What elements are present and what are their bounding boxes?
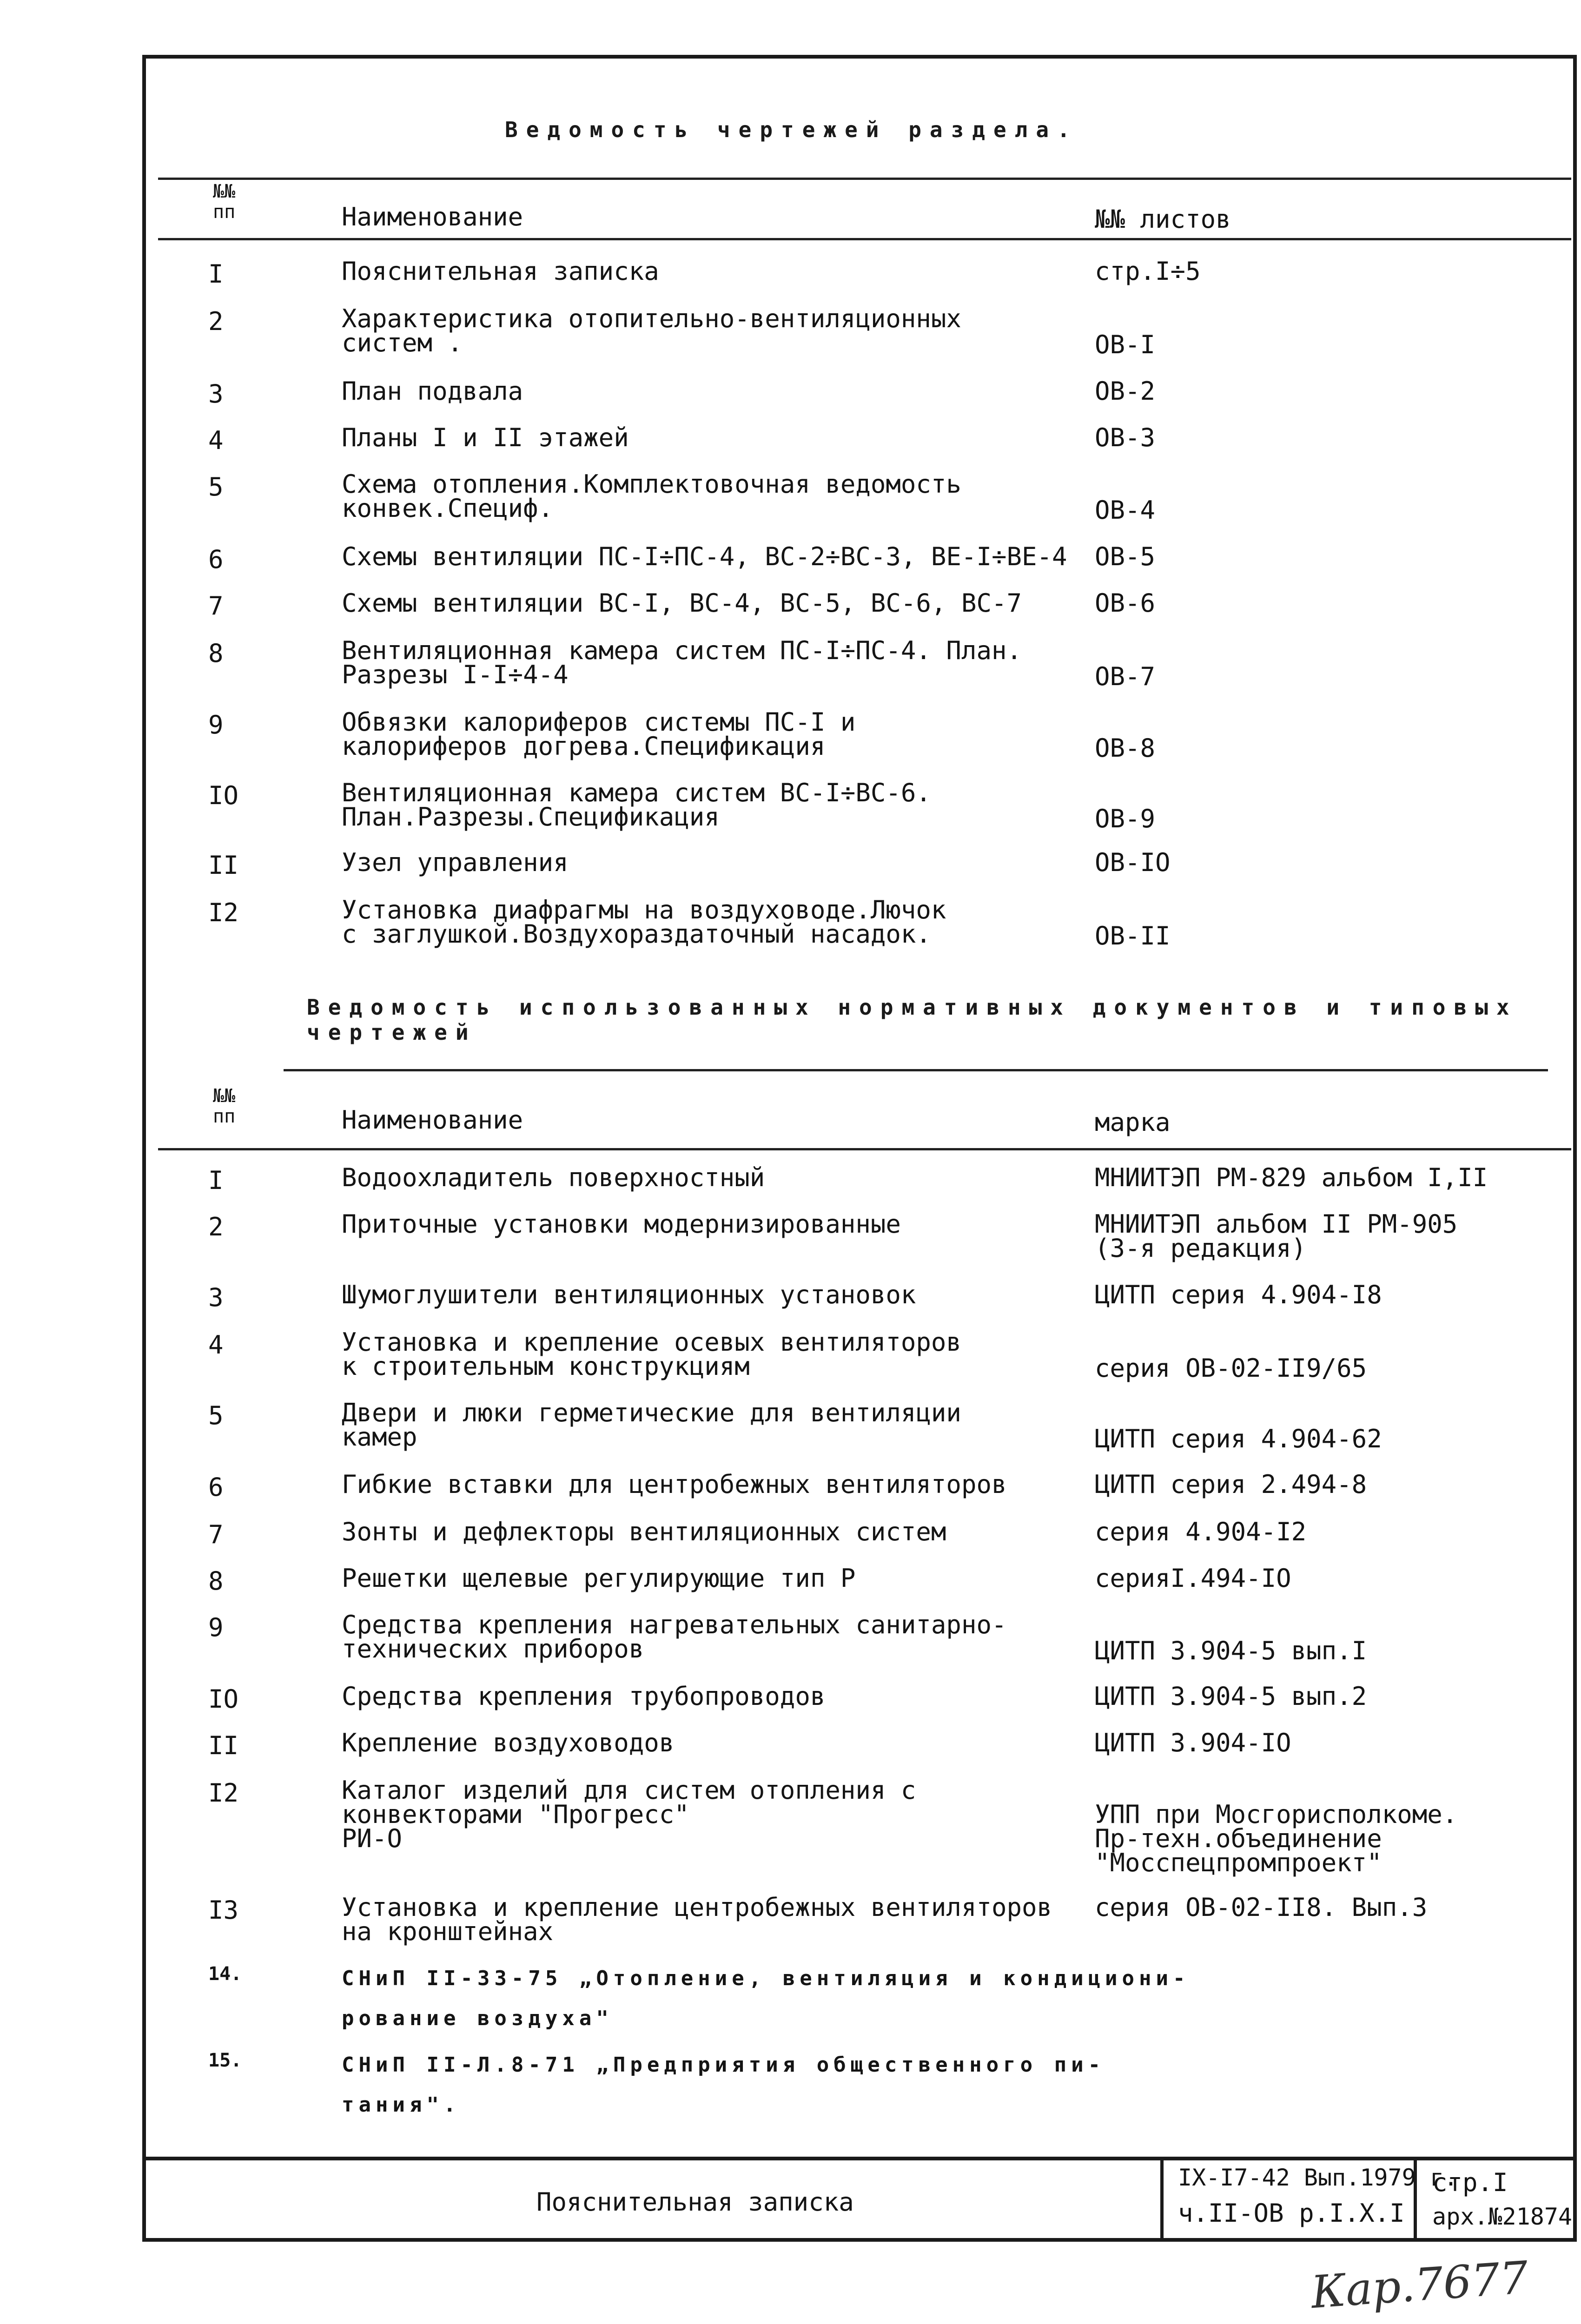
table2-header-name: Наименование bbox=[342, 1105, 523, 1135]
row-code: МНИИТЭП РМ-829 альбом I,II bbox=[1095, 1163, 1488, 1192]
row-name: Вентиляционная камера систем ВС-I÷ВС-6. План.Разрезы.Спецификация bbox=[342, 778, 931, 832]
page-number: стр.I bbox=[1432, 2168, 1508, 2197]
table1-header-num: №№ пп bbox=[213, 181, 236, 223]
row-num: 8 bbox=[208, 1566, 224, 1596]
row-code: ОВ-7 bbox=[1095, 662, 1156, 691]
normative-docs-title: Ведомость использованных нормативных документов и типовых чертежей bbox=[307, 995, 1518, 1045]
row-name: Средства крепления нагревательных санитарно- технических приборов bbox=[342, 1610, 1007, 1664]
row-num: 3 bbox=[208, 1283, 224, 1312]
row-num: 7 bbox=[208, 1520, 224, 1549]
row-code: серия ОВ-02-II9/65 bbox=[1095, 1353, 1367, 1383]
row-code: ОВ-3 bbox=[1095, 423, 1156, 452]
row-num: 15. bbox=[208, 2050, 242, 2071]
row-num: 2 bbox=[208, 307, 224, 336]
row-code: ЦИТП серия 4.904-I8 bbox=[1095, 1280, 1382, 1309]
row-name: Водоохладитель поверхностный bbox=[342, 1163, 765, 1192]
row-num: IO bbox=[208, 1684, 239, 1714]
row-name: Пояснительная записка bbox=[342, 257, 659, 286]
row-name: Обвязки калориферов системы ПС-I и калориферов догрева.Спецификация bbox=[342, 707, 856, 761]
row-code: серия ОВ-02-II8. Вып.3 bbox=[1095, 1893, 1428, 1922]
row-name: Каталог изделий для систем отопления с конвекторами "Прогресс" РИ-О bbox=[342, 1776, 916, 1853]
row-name: Характеристика отопительно-вентиляционных систем . bbox=[342, 304, 961, 357]
row-code: ОВ-8 bbox=[1095, 733, 1156, 763]
row-num: I bbox=[208, 1166, 224, 1195]
row-code: УПП при Мосгорисполкоме. Пр-техн.объединение "Мосспецпромпроект" bbox=[1095, 1800, 1458, 1877]
table1-header-name: Наименование bbox=[342, 202, 523, 231]
row-name: Схемы вентиляции ВС-I, ВС-4, ВС-5, ВС-6, ВС-7 bbox=[342, 588, 1022, 618]
row-name: Установка и крепление осевых вентиляторов к строительным конструкциям bbox=[342, 1327, 961, 1381]
row-name: Узел управления bbox=[342, 848, 569, 877]
row-num: 5 bbox=[208, 472, 224, 502]
row-code: ЦИТП серия 4.904-62 bbox=[1095, 1424, 1382, 1453]
row-name: Решетки щелевые регулирующие тип Р bbox=[342, 1564, 856, 1593]
row-num: I2 bbox=[208, 898, 239, 927]
row-num: 4 bbox=[208, 426, 224, 455]
row-name: Установка и крепление центробежных вентиляторов на кронштейнах bbox=[342, 1893, 1052, 1946]
row-code: серияI.494-IO bbox=[1095, 1564, 1291, 1593]
title-block bbox=[142, 2157, 1577, 2242]
row-code: ОВ-II bbox=[1095, 921, 1171, 951]
row-name: Гибкие вставки для центробежных вентиляторов bbox=[342, 1470, 1007, 1499]
row-code: МНИИТЭП альбом II РМ-905 (3-я редакция) bbox=[1095, 1209, 1458, 1263]
row-name: План подвала bbox=[342, 376, 523, 406]
row-num: 9 bbox=[208, 1613, 224, 1642]
row-num: I3 bbox=[208, 1895, 239, 1925]
row-code: стр.I÷5 bbox=[1095, 257, 1201, 286]
table2-top-rule bbox=[284, 1069, 1548, 1071]
row-name: Схемы вентиляции ПС-I÷ПС-4, ВС-2÷ВС-3, ВЕ-I÷ВЕ-4 bbox=[342, 542, 1067, 571]
row-name: Зонты и дефлекторы вентиляционных систем bbox=[342, 1517, 946, 1546]
row-code: ОВ-9 bbox=[1095, 804, 1156, 833]
document-code-line1: IX-I7-42 Вып.1979 г. bbox=[1178, 2164, 1458, 2191]
row-num: II bbox=[208, 1731, 239, 1760]
row-code: ОВ-I bbox=[1095, 330, 1156, 359]
row-name: Шумоглушители вентиляционных установок bbox=[342, 1280, 916, 1309]
table2-header-mark: марка bbox=[1095, 1108, 1171, 1137]
row-num: 8 bbox=[208, 639, 224, 668]
row-code: ОВ-6 bbox=[1095, 588, 1156, 618]
row-code: ЦИТП серия 2.494-8 bbox=[1095, 1470, 1367, 1499]
table2-header-rule bbox=[158, 1148, 1571, 1150]
row-name: Вентиляционная камера систем ПС-I÷ПС-4. План. Разрезы I-I÷4-4 bbox=[342, 636, 1022, 689]
table1-header-rule bbox=[158, 238, 1571, 240]
row-name: Установка диафрагмы на воздуховоде.Лючок с заглушкой.Воздухораздаточный насадок. bbox=[342, 895, 946, 949]
document-name: Пояснительная записка bbox=[536, 2187, 854, 2217]
row-code: ОВ-2 bbox=[1095, 376, 1156, 406]
row-num: II bbox=[208, 851, 239, 880]
row-code: серия 4.904-I2 bbox=[1095, 1517, 1307, 1546]
row-num: 2 bbox=[208, 1212, 224, 1241]
row-num: IO bbox=[208, 781, 239, 810]
row-num: 14. bbox=[208, 1963, 242, 1985]
row-num: 7 bbox=[208, 591, 224, 621]
row-name: Двери и люки герметические для вентиляции камер bbox=[342, 1398, 961, 1452]
table1-top-rule bbox=[158, 178, 1571, 180]
row-num: 4 bbox=[208, 1330, 224, 1360]
row-name: Схема отопления.Комплектовочная ведомость конвек.Специф. bbox=[342, 469, 961, 523]
row-num: 6 bbox=[208, 1472, 224, 1502]
table1-header-sheets: №№ листов bbox=[1095, 205, 1231, 234]
document-code-line2: ч.II-ОВ р.I.X.I bbox=[1178, 2199, 1405, 2228]
row-num: I bbox=[208, 259, 224, 289]
row-code: ЦИТП 3.904-5 вып.2 bbox=[1095, 1682, 1367, 1711]
row-name: СНиП II-33-75 „Отопление, вентиляция и кондициони- рование воздуха" bbox=[342, 1967, 1190, 2030]
row-name: СНиП II-Л.8-71 „Предприятия общественного пи- тания". bbox=[342, 2053, 1105, 2117]
section-sheets-title: Ведомость чертежей раздела. bbox=[505, 117, 1078, 142]
row-code: ЦИТП 3.904-IO bbox=[1095, 1728, 1291, 1757]
row-num: 3 bbox=[208, 379, 224, 409]
row-num: 6 bbox=[208, 545, 224, 574]
table2-header-num: №№ пп bbox=[213, 1085, 236, 1127]
row-code: ЦИТП 3.904-5 вып.I bbox=[1095, 1636, 1367, 1665]
row-code: ОВ-5 bbox=[1095, 542, 1156, 571]
row-code: ОВ-IO bbox=[1095, 848, 1171, 877]
row-code: ОВ-4 bbox=[1095, 495, 1156, 525]
title-block-divider bbox=[1160, 2160, 1164, 2242]
row-num: 5 bbox=[208, 1401, 224, 1430]
row-num: 9 bbox=[208, 710, 224, 739]
row-num: I2 bbox=[208, 1778, 239, 1808]
inventory-stamp: Кар.7677 bbox=[1309, 2251, 1530, 2319]
row-name: Средства крепления трубопроводов bbox=[342, 1682, 826, 1711]
row-name: Планы I и II этажей bbox=[342, 423, 629, 452]
row-name: Приточные установки модернизированные bbox=[342, 1209, 901, 1239]
archive-number: арх.№21874 bbox=[1432, 2203, 1573, 2230]
row-name: Крепление воздуховодов bbox=[342, 1728, 675, 1757]
